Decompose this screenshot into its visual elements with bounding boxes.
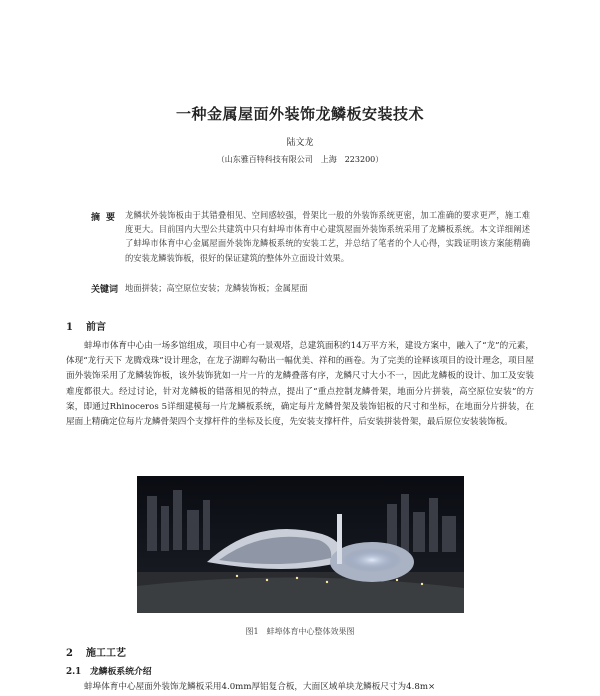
author: 陆文龙	[286, 138, 314, 148]
section-2-title: 施工工艺	[86, 648, 126, 659]
subsection-2-1-heading	[66, 664, 152, 677]
section-2-number: 2	[66, 648, 73, 659]
stadium-night-rendering	[137, 476, 464, 613]
abstract-label: 摘要	[91, 213, 122, 223]
abstract-text: 龙鳞状外装饰板由于其错叠相见、空间感较强，骨架比一般的外装饰系统更密，加工准确的要求更严，施工难度更大。目前国内大型公共建筑中只有蚌埠市体育中心建筑屋面外装饰系统采用了龙鳞板系统。本文详细阐述了蚌埠市体育中心金属屋面外装饰龙鳞板系统的安装工艺，并总结了笔者的个人心得，实践证明该方案能精确的安装龙鳞装饰板，很好的保证建筑的整体外立面设计效果。	[125, 210, 530, 263]
keywords-text: 地面拼装；高空原位安装；龙鳞装饰板；金属屋面	[125, 283, 308, 293]
section-1-heading	[66, 318, 106, 333]
section-1-body: 蚌埠市体育中心由一场多馆组成，项目中心有一景观塔，总建筑面积约14万平方米，建设方案中，融入了“龙”的元素，体现“龙行天下 龙腾戏珠”设计理念，在龙子湖畔勾勒出一幅优美、祥和的画卷。为了完美的诠释该项目的设计理念，项目屋面外装饰采用了龙鳞装饰板，该外装饰犹如一片一片的龙鳞叠落有序，龙鳞尺寸大小不一，因此龙鳞板的设计、加工及安装难度都很大。经过讨论，针对龙鳞板的错落相见的特点，提出了“重点控制龙鳞骨架，地面分片拼装，高空原位安装”的方案，即通过Rhinoceros 5详细建模每一片龙鳞板系统，确定每片龙鳞骨架及装饰铝板的尺寸和坐标，在地面分片拼装，在屋面上精确定位每片龙鳞骨架四个支撑杆件的坐标及长度，先安装支撑杆件，后安装拼装骨架，最后原位安装装饰板。	[66, 341, 534, 428]
subsection-number: 2.1	[66, 667, 82, 677]
figure-stadium-rendering	[137, 476, 464, 613]
keywords-label: 关键词	[91, 285, 119, 295]
section-1-title: 前言	[86, 322, 106, 333]
section-1-number: 1	[66, 322, 73, 333]
affiliation: （山东雅百特科技有限公司 上海 223200）	[216, 155, 384, 164]
section-2-heading	[66, 644, 126, 659]
paper-title: 一种金属屋面外装饰龙鳞板安装技术	[175, 105, 424, 123]
section-2-1-first-line: 蚌埠体育中心屋面外装饰龙鳞板采用4.0mm厚铝复合板，大面区域单块龙鳞板尺寸为4.8m×	[84, 682, 436, 692]
figure-caption: 图1 蚌埠体育中心整体效果图	[245, 627, 355, 636]
subsection-title: 龙鳞板系统介绍	[90, 667, 152, 677]
